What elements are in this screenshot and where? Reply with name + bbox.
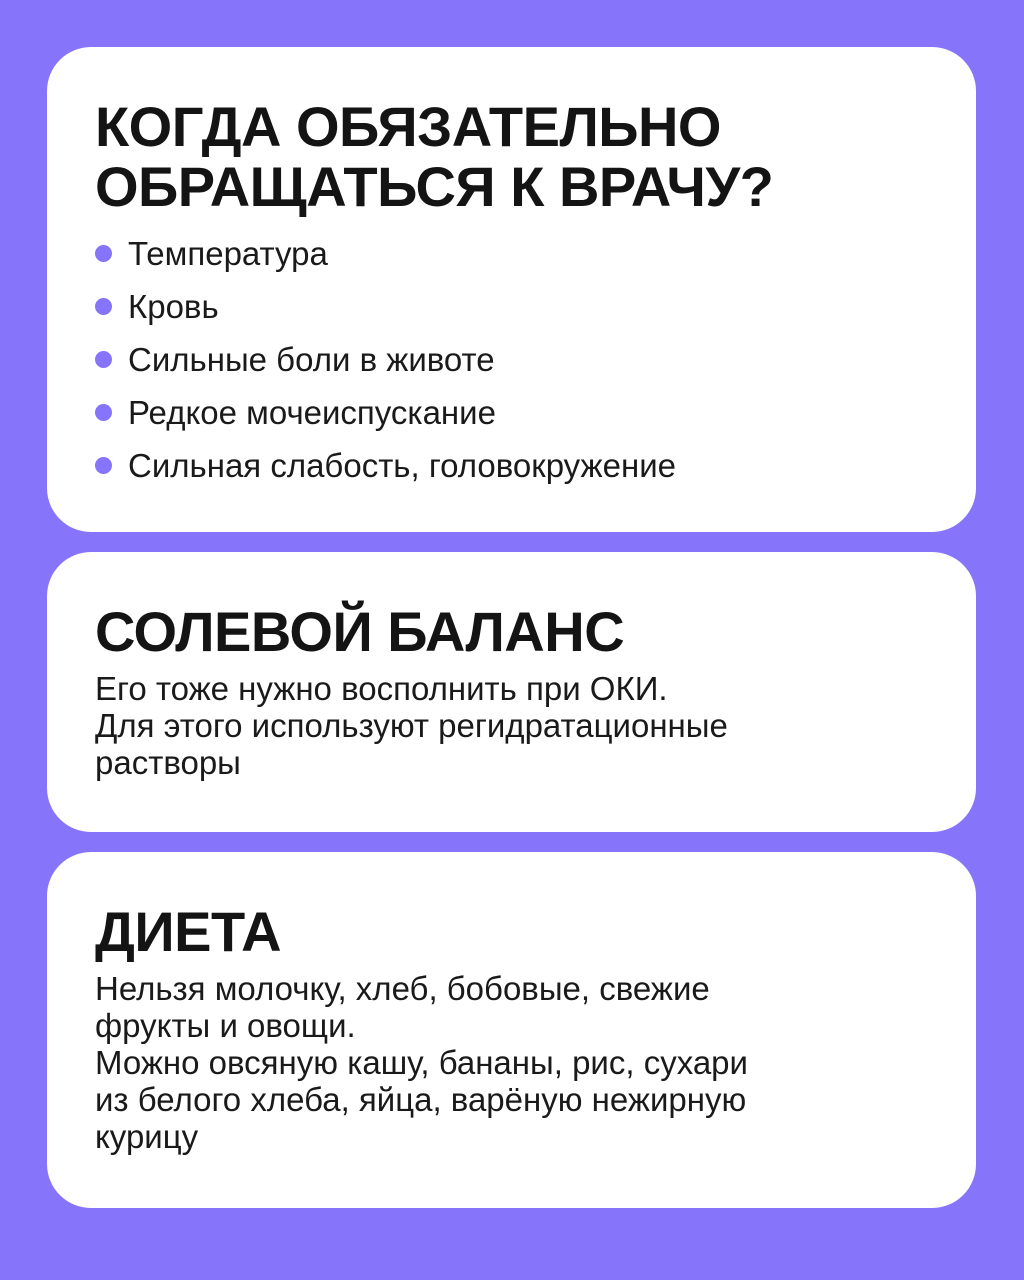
salt-text-line-1: Его тоже нужно восполнить при ОКИ. — [95, 670, 668, 707]
doctor-card-title — [95, 97, 936, 217]
diet-text — [95, 970, 936, 1155]
doctor-card — [47, 47, 976, 532]
bullet-dot-icon — [95, 351, 112, 368]
list-item-label: Кровь — [128, 287, 219, 325]
salt-text-line-3: растворы — [95, 744, 241, 781]
doctor-title-line-1: КОГДА ОБЯЗАТЕЛЬНО — [95, 95, 721, 158]
diet-text-line-2: фрукты и овощи. — [95, 1007, 356, 1044]
diet-title: ДИЕТА — [95, 900, 282, 963]
list-item — [95, 439, 936, 492]
list-item-label: Редкое мочеиспускание — [128, 393, 496, 431]
salt-balance-text — [95, 670, 936, 781]
salt-text-line-2: Для этого используют регидратационные — [95, 707, 728, 744]
diet-text-line-3: Можно овсяную кашу, бананы, рис, сухари — [95, 1044, 748, 1081]
salt-balance-title: СОЛЕВОЙ БАЛАНС — [95, 600, 625, 663]
diet-text-line-1: Нельзя молочку, хлеб, бобовые, свежие — [95, 970, 710, 1007]
bullet-dot-icon — [95, 457, 112, 474]
diet-text-line-5: курицу — [95, 1118, 199, 1155]
list-item-label: Температура — [128, 234, 328, 272]
bullet-dot-icon — [95, 245, 112, 262]
list-item — [95, 280, 936, 333]
diet-text-line-4: из белого хлеба, яйца, варёную нежирную — [95, 1081, 747, 1118]
salt-balance-card — [47, 552, 976, 832]
doctor-title-line-2: ОБРАЩАТЬСЯ К ВРАЧУ? — [95, 155, 774, 218]
bullet-dot-icon — [95, 298, 112, 315]
list-item-label: Сильные боли в животе — [128, 340, 495, 378]
list-item-label: Сильная слабость, головокружение — [128, 446, 676, 484]
bullet-dot-icon — [95, 404, 112, 421]
list-item — [95, 333, 936, 386]
list-item — [95, 227, 936, 280]
symptom-list — [95, 227, 936, 492]
list-item — [95, 386, 936, 439]
diet-card — [47, 852, 976, 1208]
